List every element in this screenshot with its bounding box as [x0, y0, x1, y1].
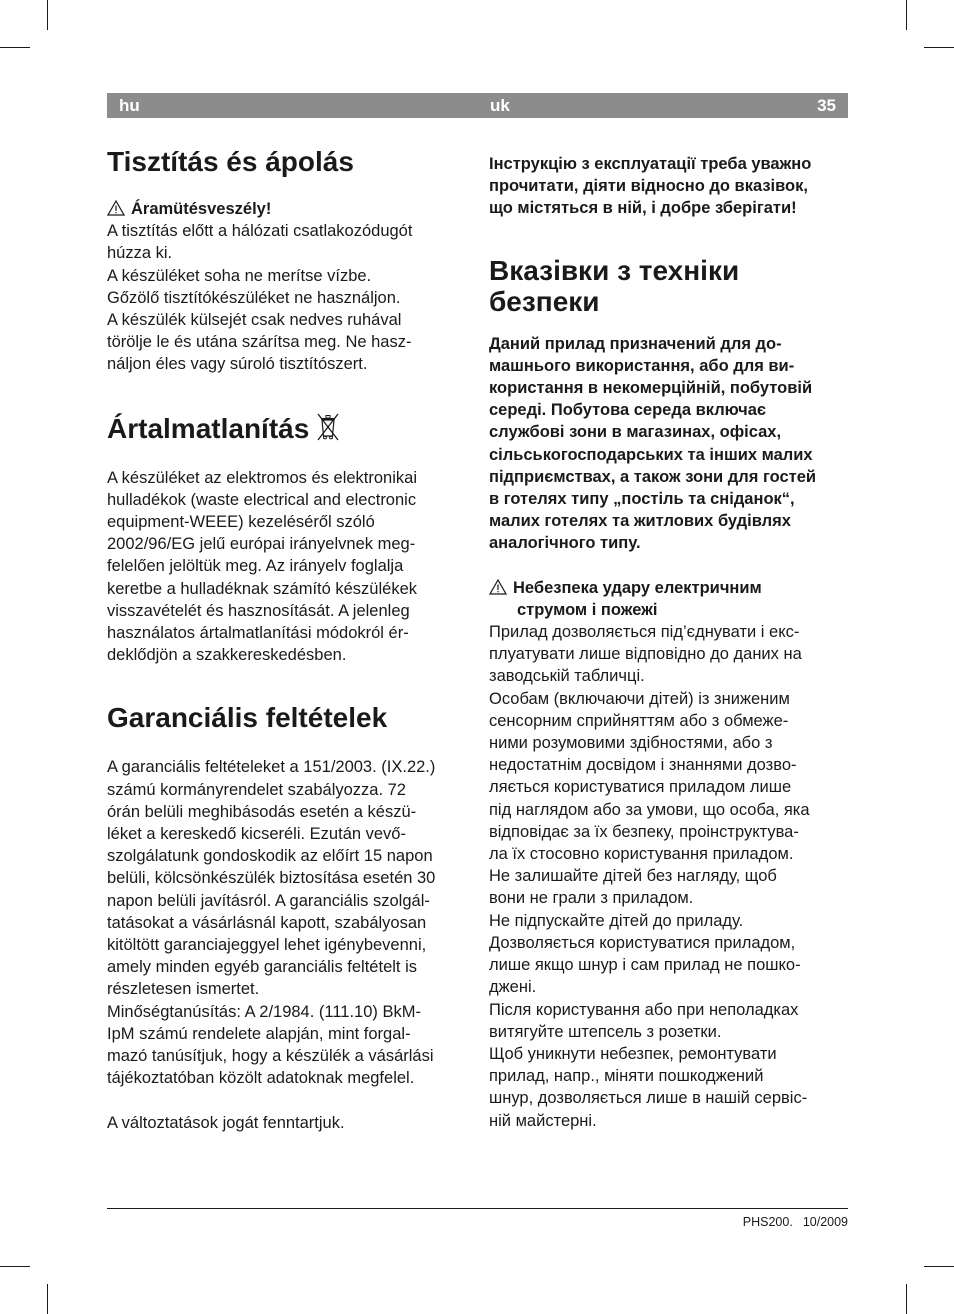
crop-mark [906, 0, 907, 30]
right-column [489, 140, 851, 1132]
warranty-line: tatásokat a vásárlásnál kapott, szabályosan [107, 913, 427, 932]
disposal-line: deklődjön a szakkereskedésben. [107, 646, 347, 665]
cleaning-section [107, 146, 469, 376]
disposal-line: hulladékok (waste electrical and electronic [107, 490, 417, 509]
disposal-line: equipment-WEEE) kezeléséről szóló [107, 513, 375, 532]
warranty-section [107, 702, 469, 1133]
footer [743, 1215, 848, 1229]
warranty-line: amely minden egyéb garanciális feltételt is [107, 958, 417, 977]
safety-bold-line: аналогічного типу. [489, 534, 641, 553]
warranty-heading: Garanciális feltételek [107, 702, 388, 734]
disposal-heading-text: Ártalmatlanítás [107, 412, 310, 444]
safety-line: Особам (включаючи дітей) із зниженим [489, 689, 790, 708]
safety-bold-line: середі. Побутова середа включає [489, 401, 767, 420]
safety-bold-line: малих готелях та житлових будівлях [489, 512, 791, 531]
safety-electric-warning [489, 577, 851, 1132]
safety-line: шнур, дозволяється лише в нашій сервіс- [489, 1089, 808, 1108]
warranty-body [107, 756, 469, 1133]
safety-intended-use [489, 333, 851, 555]
footer-model: PHS200. [742, 1215, 793, 1229]
safety-heading-line: безпеки [489, 285, 600, 317]
crop-mark [906, 1284, 907, 1314]
cleaning-line: náljon éles vagy súroló tisztítószert. [107, 355, 368, 374]
safety-line: лише якщо шнур і сам прилад не пошко- [489, 956, 801, 975]
safety-line: Щоб уникнути небезпек, ремонтувати [489, 1044, 777, 1063]
safety-line: джені. [489, 978, 537, 997]
cleaning-line: A készüléket soha ne merítse vízbe. [107, 266, 372, 285]
footer-date: 10/2009 [802, 1215, 848, 1229]
safety-line: недостатнім досвідом і знаннями дозво- [489, 756, 797, 775]
disposal-body [107, 467, 469, 667]
safety-line: ляється користуватися приладом лише [489, 778, 792, 797]
cleaning-heading: Tisztítás és ápolás [107, 146, 354, 177]
safety-line: ній майстерні. [489, 1111, 597, 1130]
left-column [107, 140, 469, 1134]
warranty-note: A változtatások jogát fenntartjuk. [107, 1113, 345, 1132]
warranty-line: léket a kereskedő kicseréli. Ezután vevő- [107, 825, 406, 844]
safety-line: Після користування або при неполадках [489, 1000, 799, 1019]
footer-rule [107, 1208, 848, 1209]
safety-bold-line: Даний прилад призначений для до- [489, 334, 782, 353]
crop-mark [47, 0, 48, 30]
safety-bold-line: сільськогосподарських та інших малих [489, 445, 813, 464]
safety-line: заводській табличці. [489, 667, 645, 686]
warranty-line: részletesen ismertet. [107, 980, 260, 999]
safety-line: прилад, напр., міняти пошкоджений [489, 1067, 764, 1086]
cleaning-body [107, 198, 469, 376]
safety-line: витягуйте штепсель з розетки. [489, 1022, 722, 1041]
safety-line: Дозволяється користуватися приладом, [489, 933, 796, 952]
warranty-line: napon belüli javításról. A garanciális szolgál- [107, 891, 430, 910]
crop-mark [0, 1266, 30, 1267]
safety-line: Не залишайте дітей без нагляду, щоб [489, 867, 777, 886]
safety-line: відповідає за їх безпеку, проінструктува- [489, 822, 799, 841]
cleaning-line: A tisztítás előtt a hálózati csatlakozódugót [107, 222, 413, 241]
safety-bold-line: користання в некомерційній, побутовій [489, 379, 813, 398]
cleaning-line: Gőzölő tisztítókészüléket ne használjon. [107, 288, 401, 307]
disposal-line: A készüléket az elektromos és elektronikai [107, 468, 417, 487]
warranty-line: Minőségtanúsítás: A 2/1984. (111.10) BkM- [107, 1002, 421, 1021]
warranty-line: mazó tanúsítjuk, hogy a készülék a vásárlási [107, 1047, 434, 1066]
intro-notice [489, 153, 851, 220]
disposal-line: visszavételét és hasznosítását. A jelenleg [107, 601, 410, 620]
safety-line: Прилад дозволяється під’єднувати і екс- [489, 623, 800, 642]
disposal-line: használatos ártalmatlanítási módokról ér- [107, 624, 409, 643]
safety-heading [489, 255, 851, 317]
safety-bold-line: машнього використання, або для ви- [489, 356, 795, 375]
safety-line: вони не грали з приладом. [489, 889, 694, 908]
warning-triangle-icon [489, 579, 507, 595]
header-bar [107, 93, 848, 118]
cleaning-line: A készülék külsejét csak nedves ruhával [107, 311, 402, 330]
safety-bold-line: підприємствах, а також зони для гостей [489, 467, 817, 486]
crop-mark [0, 47, 30, 48]
cleaning-line: törölje le és utána szárítsa meg. Ne hasz- [107, 333, 412, 352]
safety-heading-line: Вказівки з техніки [489, 254, 740, 286]
intro-line: що містяться в ній, і добре зберігати! [489, 199, 797, 218]
warranty-line: tájékoztatóban közölt adatoknak megfelel. [107, 1069, 415, 1088]
warranty-line: IpM számú rendelete alapján, mint forgal- [107, 1024, 411, 1043]
intro-line: прочитати, діяти відносно до вказівок, [489, 177, 808, 196]
safety-warning-title-line: Небезпека удару електричним [513, 578, 762, 597]
cleaning-line: húzza ki. [107, 244, 173, 263]
crop-mark [47, 1284, 48, 1314]
safety-line: ла їх стосовно користування приладом. [489, 845, 794, 864]
warranty-line: A garanciális feltételeket a 151/2003. (IX.22.) [107, 758, 436, 777]
safety-line: під наглядом або за умови, що особа, яка [489, 800, 810, 819]
disposal-line: 2002/96/EG jelű európai irányelvnek meg- [107, 535, 416, 554]
warranty-line: órán belüli meghibásodás esetén a készü- [107, 802, 417, 821]
disposal-heading [107, 412, 469, 445]
disposal-line: felelően jelöltük meg. Az irányelv foglalja [107, 557, 404, 576]
crossed-bin-icon [317, 412, 339, 442]
intro-line: Інструкцію з експлуатації треба уважно [489, 155, 812, 173]
language-label-uk: uk [490, 96, 510, 115]
disposal-section [107, 412, 469, 667]
cleaning-warning-title: Áramütésveszély! [131, 200, 272, 218]
page-number: 35 [817, 96, 836, 115]
warranty-line: kitöltött garanciajeggyel lehet igénybevenni, [107, 936, 427, 955]
disposal-line: keretbe a hulladéknak számító készülékek [107, 579, 418, 598]
safety-line: сенсорним сприйняттям або з обмеже- [489, 711, 789, 730]
safety-warning-title-line: струмом і пожежі [517, 600, 658, 619]
safety-warning-title [489, 577, 851, 599]
warning-triangle-icon [107, 200, 125, 216]
crop-mark [924, 1266, 954, 1267]
language-label-hu: hu [119, 96, 140, 115]
safety-line: ними розумовими здібностями, або з [489, 734, 773, 753]
warranty-line: szolgálatunk gondoskodik az előírt 15 napon [107, 847, 433, 866]
safety-line: Не підпускайте дітей до приладу. [489, 911, 744, 930]
safety-bold-line: службові зони в магазинах, офісах, [489, 423, 782, 442]
cleaning-warning [107, 198, 469, 220]
warranty-line: belüli, kölcsönkészülék biztosítása esetén 30 [107, 869, 436, 888]
safety-bold-line: в готелях типу „постіль та сніданок“, [489, 490, 795, 509]
safety-line: плуатувати лише відповідно до даних на [489, 645, 802, 664]
crop-mark [924, 47, 954, 48]
warranty-line: számú kormányrendelet szabályozza. 72 [107, 780, 406, 799]
